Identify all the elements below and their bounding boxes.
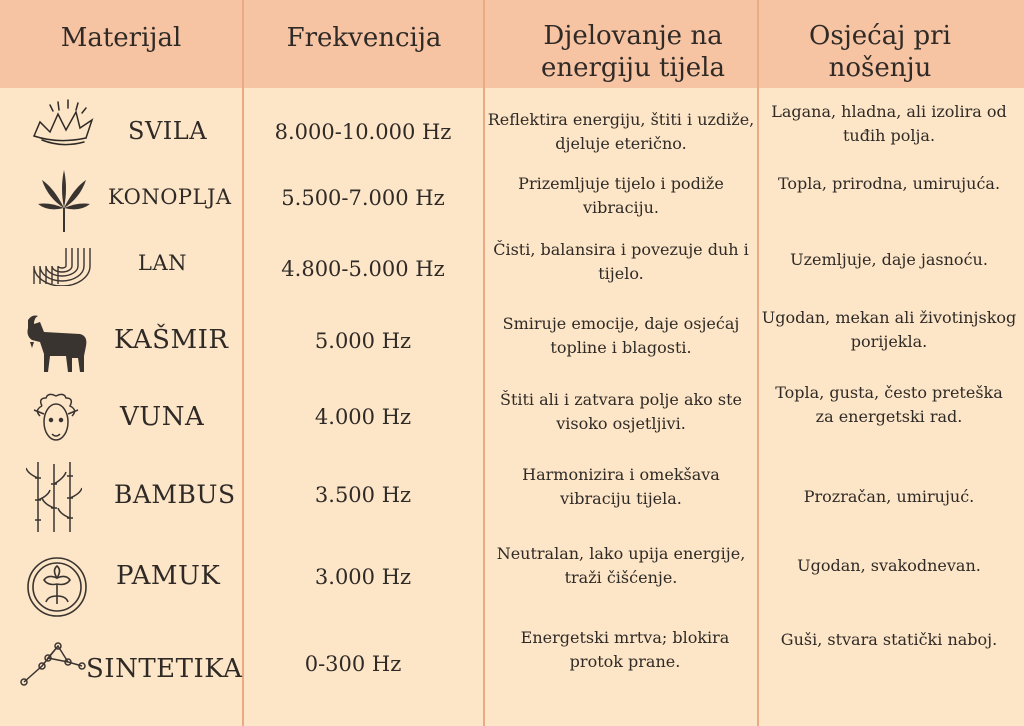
header-energy-effect: Djelovanje na energiju tijela xyxy=(540,21,725,83)
energy-effect: Prizemljuje tijelo i podiže vibraciju. xyxy=(518,174,724,217)
energy-effect: Smiruje emocije, daje osjećaj topline i blagosti. xyxy=(502,314,740,357)
energy-effect: Neutralan, lako upija energije, traži čišćenje. xyxy=(496,544,746,587)
frequency-value: 4.800-5.000 Hz xyxy=(281,257,445,281)
feeling: Topla, prirodna, umirujuća. xyxy=(777,174,1001,193)
material-name: VUNA xyxy=(120,402,205,432)
cotton-flower-icon xyxy=(26,556,88,618)
energy-effect: Štiti ali i zatvara polje ako ste visoko osjetljivi. xyxy=(499,390,743,433)
frequency-value: 0-300 Hz xyxy=(304,652,402,676)
energy-effect: Energetski mrtva; blokira protok prane. xyxy=(520,628,730,671)
molecule-icon xyxy=(20,640,86,686)
material-name: PAMUK xyxy=(116,561,221,591)
material-name: SINTETIKA xyxy=(86,654,243,684)
sheep-icon xyxy=(28,392,84,448)
material-name: KAŠMIR xyxy=(114,325,229,355)
feeling: Ugodan, svakodnevan. xyxy=(797,556,981,575)
feeling: Uzemljuje, daje jasnoću. xyxy=(790,250,988,269)
energy-effect: Reflektira energiju, štiti i uzdiže, djeluje eterično. xyxy=(487,110,755,153)
feeling: Guši, stvara statički naboj. xyxy=(780,630,998,649)
header-material: Materijal xyxy=(60,23,182,53)
goat-icon xyxy=(22,312,92,376)
material-name: LAN xyxy=(138,251,187,275)
column-divider xyxy=(483,0,485,726)
column-divider xyxy=(242,0,244,726)
feeling: Prozračan, umirujuć. xyxy=(803,487,975,506)
feeling: Topla, gusta, često preteška za energetski rad. xyxy=(775,383,1003,426)
frequency-value: 3.000 Hz xyxy=(314,565,412,589)
bamboo-icon xyxy=(26,460,82,534)
material-name: KONOPLJA xyxy=(108,185,232,209)
feeling: Ugodan, mekan ali životinjskog porijekla. xyxy=(761,308,1017,351)
frequency-value: 8.000-10.000 Hz xyxy=(274,120,452,144)
header-feeling: Osjećaj pri nošenju xyxy=(809,21,951,83)
frequency-value: 4.000 Hz xyxy=(314,405,412,429)
hemp-leaf-icon xyxy=(36,168,92,234)
frequency-value: 3.500 Hz xyxy=(314,483,412,507)
header-frequency: Frekvencija xyxy=(286,23,442,53)
material-name: BAMBUS xyxy=(114,480,236,509)
energy-effect: Čisti, balansira i povezuje duh i tijelo. xyxy=(493,240,749,283)
frequency-value: 5.000 Hz xyxy=(314,329,412,353)
energy-effect: Harmonizira i omekšava vibraciju tijela. xyxy=(522,465,720,508)
frequency-value: 5.500-7.000 Hz xyxy=(281,186,445,210)
material-name: SVILA xyxy=(128,117,208,145)
linen-arches-icon xyxy=(30,244,94,286)
column-divider xyxy=(757,0,759,726)
feeling: Lagana, hladna, ali izolira od tuđih polja. xyxy=(771,102,1007,145)
silk-crown-icon xyxy=(28,96,104,154)
